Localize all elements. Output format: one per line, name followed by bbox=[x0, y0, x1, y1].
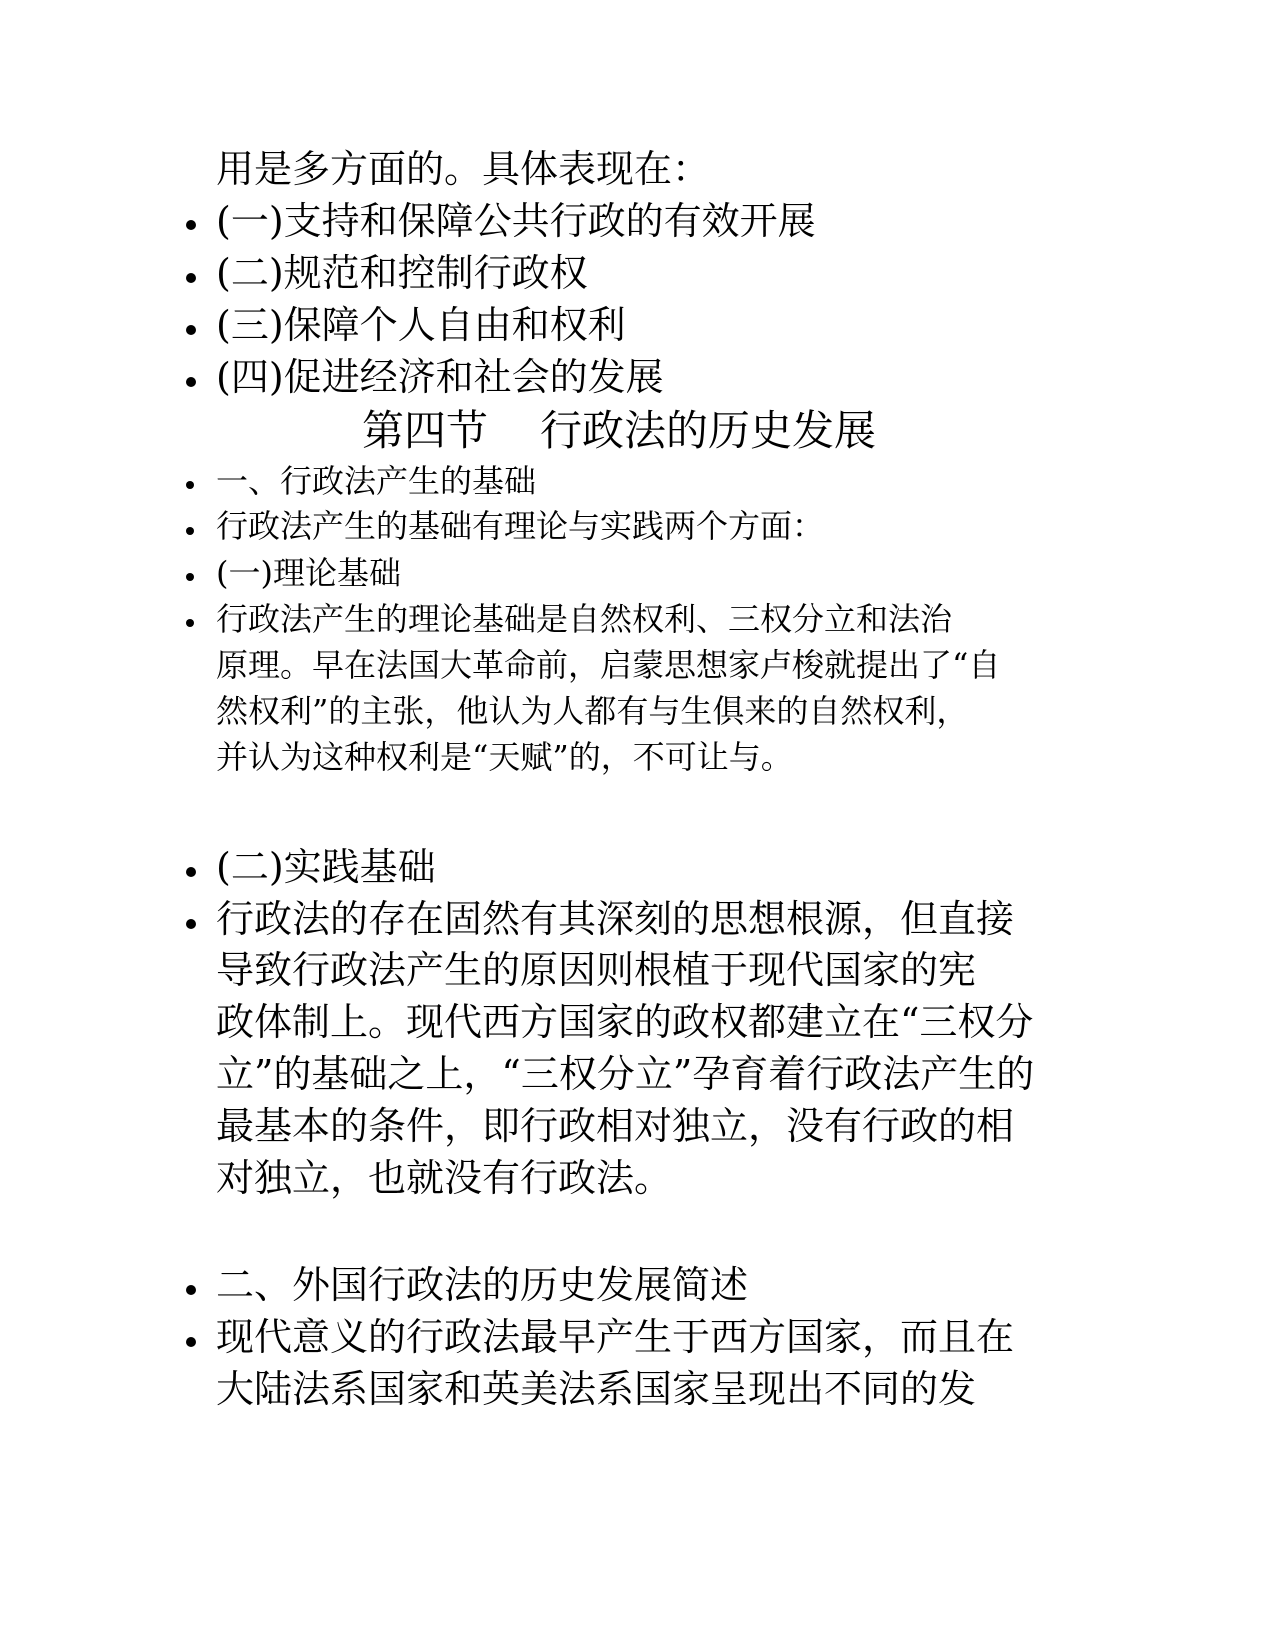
bullet-point bbox=[186, 220, 196, 230]
section-heading bbox=[362, 406, 877, 455]
section-number: 第四节 bbox=[362, 406, 489, 455]
bullet-point bbox=[186, 919, 196, 929]
part1-title: 一、行政法产生的基础 bbox=[216, 462, 537, 500]
bullet-point bbox=[186, 1337, 196, 1347]
list-item-role-4: (四)促进经济和社会的发展 bbox=[216, 355, 664, 399]
practice-paragraph-line: 政体制上。现代西方国家的政权都建立在“三权分 bbox=[216, 1000, 1034, 1044]
practice-paragraph-line: 行政法的存在固然有其深刻的思想根源，但直接 bbox=[216, 897, 1015, 941]
bullet-point bbox=[186, 527, 194, 535]
bullet-point bbox=[186, 481, 194, 489]
bullet-point bbox=[186, 325, 196, 335]
bullet-point bbox=[186, 377, 196, 387]
bullet-point bbox=[186, 619, 194, 627]
subsection-practice-title: (二)实践基础 bbox=[216, 845, 436, 889]
theory-paragraph-line: 原理。早在法国大革命前，启蒙思想家卢梭就提出了“自 bbox=[216, 646, 1001, 684]
part2-paragraph-line: 现代意义的行政法最早产生于西方国家，而且在 bbox=[216, 1315, 1015, 1359]
subsection-theory-title: (一)理论基础 bbox=[216, 554, 401, 592]
theory-paragraph-line: 并认为这种权利是“天赋”的，不可让与。 bbox=[216, 738, 793, 776]
bullet-point bbox=[186, 867, 196, 877]
continuation-text: 用是多方面的。具体表现在： bbox=[216, 147, 711, 191]
practice-paragraph-line: 对独立，也就没有行政法。 bbox=[216, 1156, 673, 1200]
theory-paragraph-line: 行政法产生的理论基础是自然权利、三权分立和法治 bbox=[216, 600, 953, 638]
section-title: 行政法的历史发展 bbox=[540, 406, 877, 455]
part2-title: 二、外国行政法的历史发展简述 bbox=[216, 1263, 749, 1307]
list-item-role-2: (二)规范和控制行政权 bbox=[216, 251, 588, 295]
part1-intro: 行政法产生的基础有理论与实践两个方面： bbox=[216, 507, 825, 545]
list-item-role-1: (一)支持和保障公共行政的有效开展 bbox=[216, 199, 816, 243]
part2-paragraph-line: 大陆法系国家和英美法系国家呈现出不同的发 bbox=[216, 1367, 977, 1411]
practice-paragraph-line: 立”的基础之上，“三权分立”孕育着行政法产生的 bbox=[216, 1052, 1035, 1096]
bullet-point bbox=[186, 273, 196, 283]
bullet-point bbox=[186, 1285, 196, 1295]
theory-paragraph-line: 然权利”的主张，他认为人都有与生俱来的自然权利， bbox=[216, 692, 969, 730]
practice-paragraph-line: 最基本的条件，即行政相对独立，没有行政的相 bbox=[216, 1104, 1015, 1148]
list-item-role-3: (三)保障个人自由和权利 bbox=[216, 303, 626, 347]
practice-paragraph-line: 导致行政法产生的原因则根植于现代国家的宪 bbox=[216, 948, 977, 992]
bullet-point bbox=[186, 573, 194, 581]
